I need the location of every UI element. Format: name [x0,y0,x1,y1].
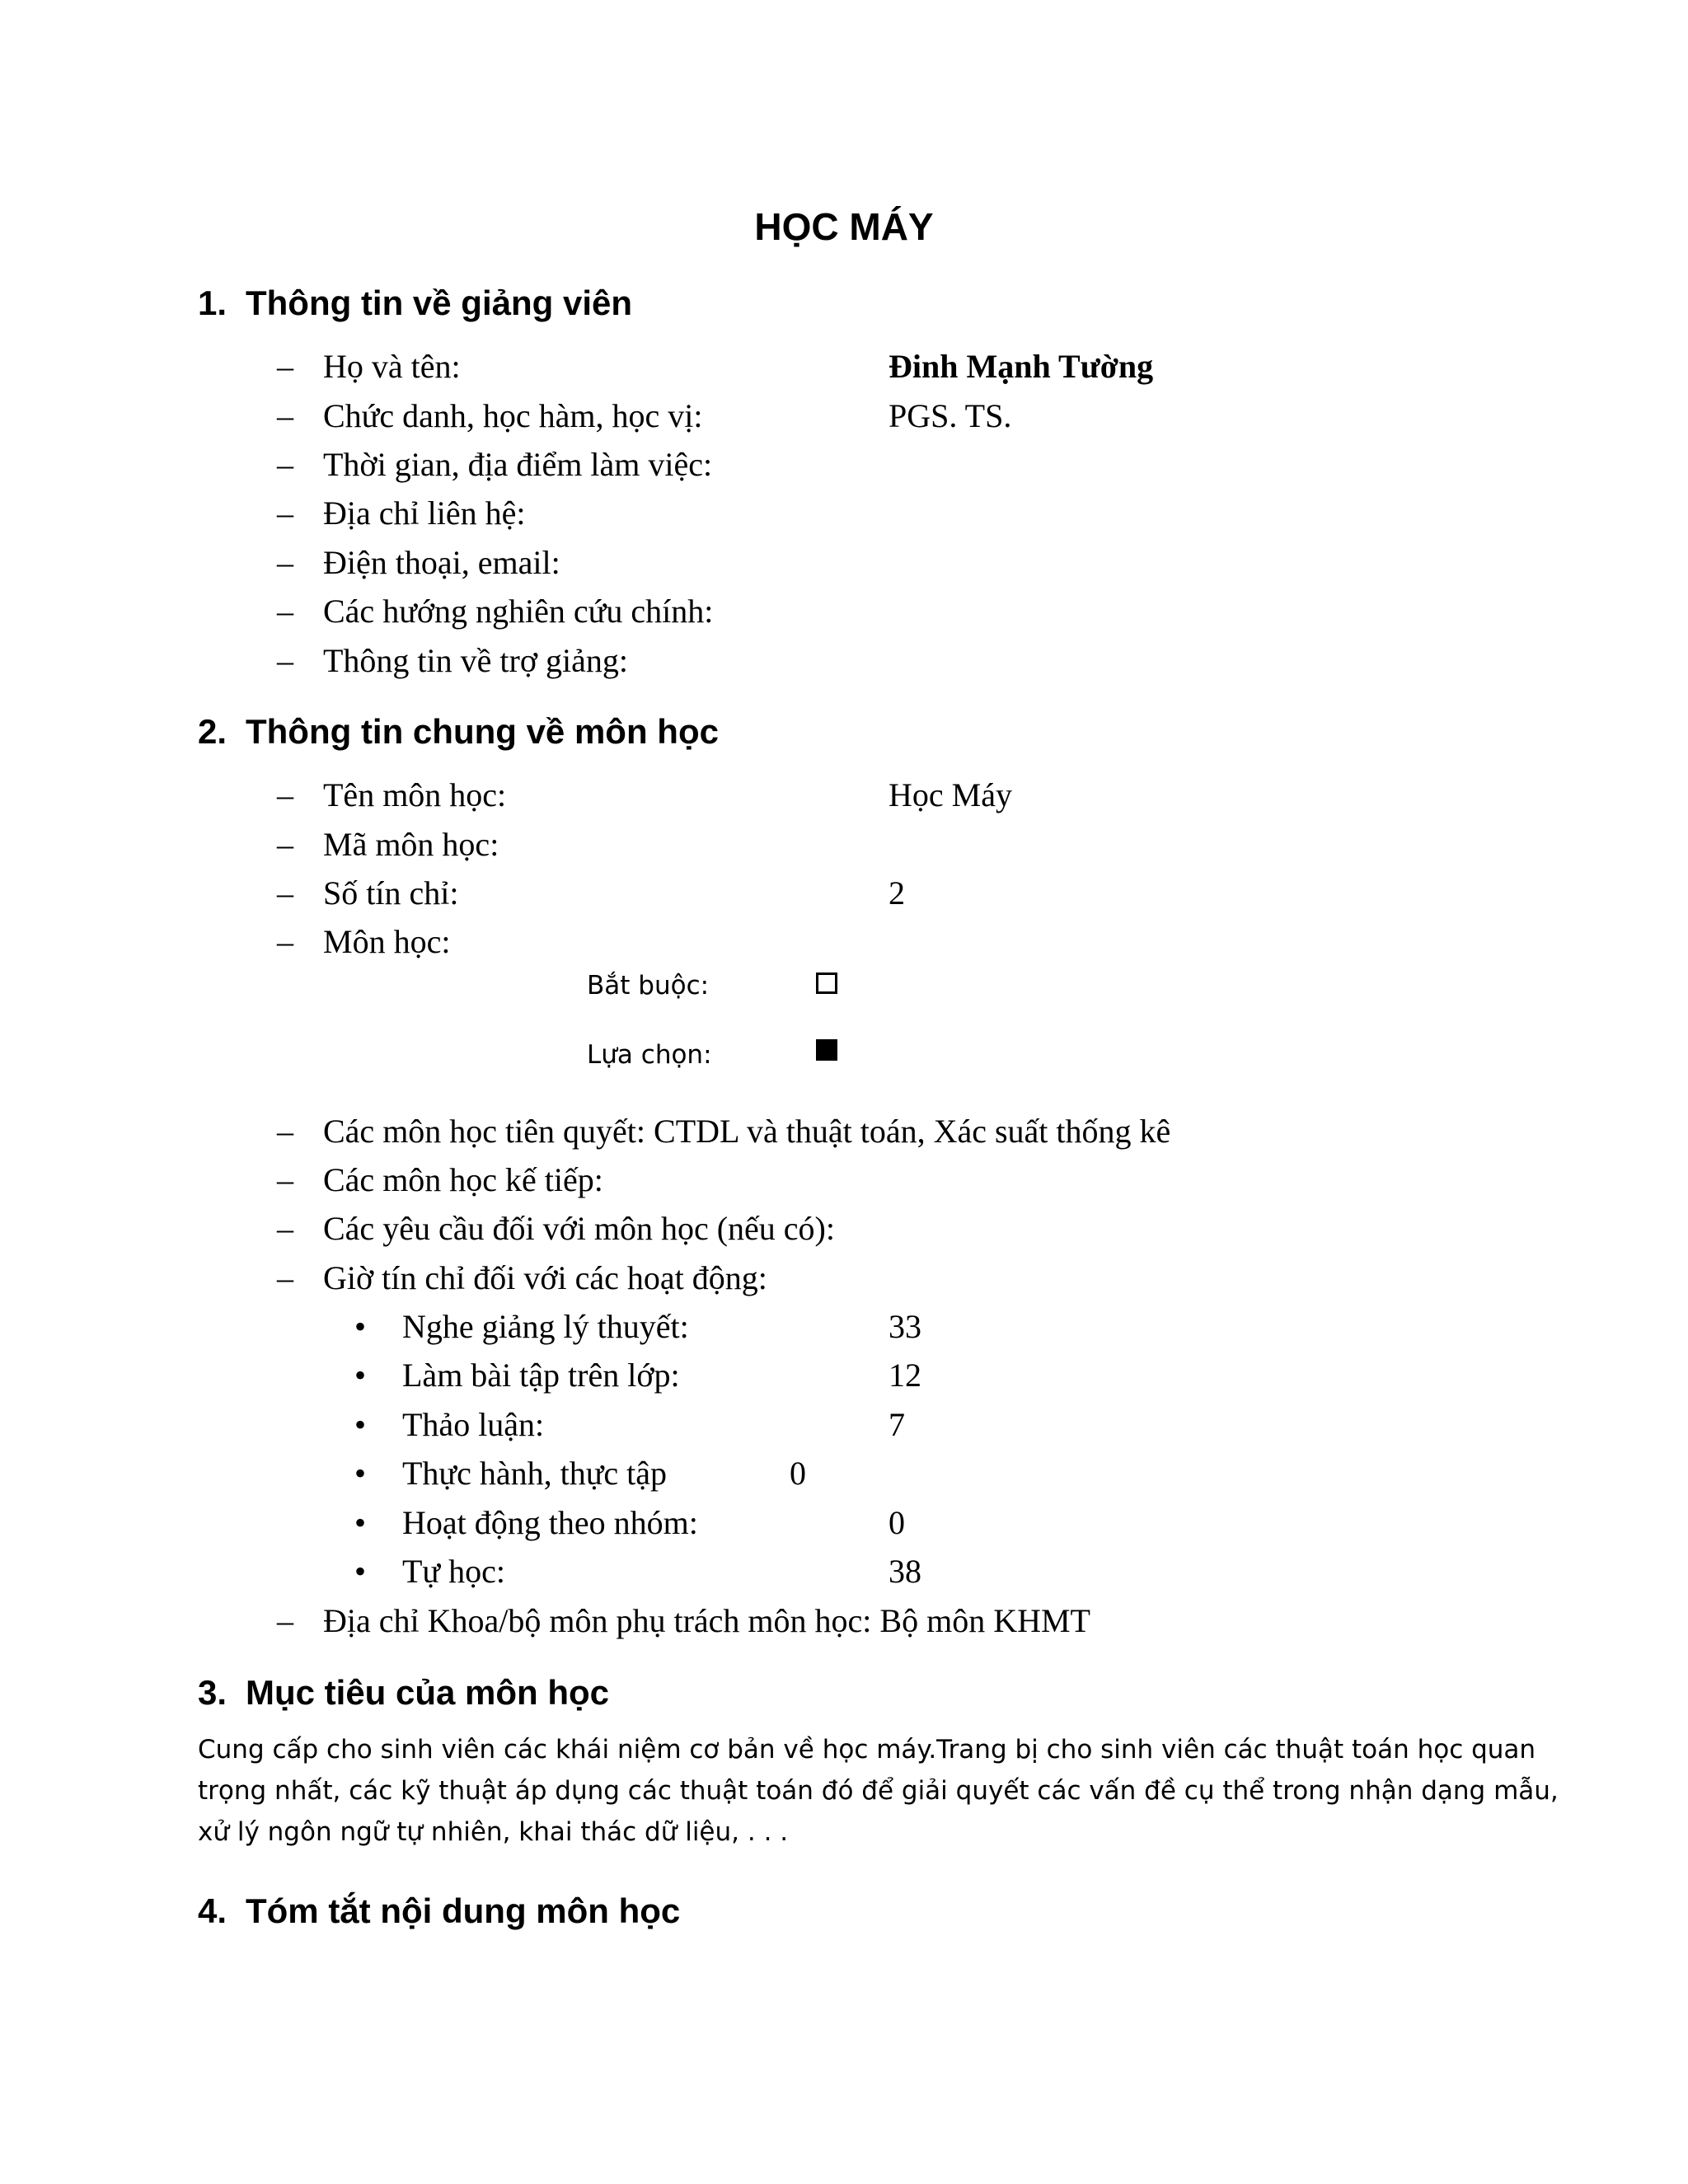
activity-value: 0 [790,1455,806,1492]
dash-marker: – [277,1602,293,1639]
option-required-label: Bắt buộc: [587,971,710,1001]
activity-label: Thảo luận: [402,1406,545,1443]
objectives-paragraph [198,1729,1559,1853]
activity-value: 12 [889,1357,921,1394]
section-4-number: 4. [198,1891,227,1930]
contact-address-label: Địa chỉ liên hệ: [323,494,526,532]
page-title: HỌC MÁY [754,205,934,248]
activity-label: Nghe giảng lý thuyết: [402,1308,689,1345]
bullet-marker: • [354,1357,367,1394]
bullet-marker: • [354,1308,367,1345]
credits-label: Số tín chỉ: [323,874,459,912]
dash-marker: – [277,397,293,434]
paragraph-line: Cung cấp cho sinh viên các khái niệm cơ bản về học máy.Trang bị cho sinh viên các thuật toán học quan [198,1735,1536,1765]
department-label: Địa chỉ Khoa/bộ môn phụ trách môn học: Bộ môn KHMT [323,1602,1090,1639]
requirements-label: Các yêu cầu đối với môn học (nếu có): [323,1210,835,1247]
lecturer-name-label: Họ và tên: [323,348,461,385]
required-checkbox[interactable] [816,972,837,994]
activity-value: 38 [889,1553,921,1590]
section-2-title: Thông tin chung về môn học [246,712,719,751]
dash-marker: – [277,1113,293,1150]
phone-email-label: Điện thoại, email: [323,544,560,581]
section-2-heading [198,712,719,752]
bullet-marker: • [354,1553,367,1590]
lecturer-title-label: Chức danh, học hàm, học vị: [323,397,703,434]
dash-marker: – [277,923,293,960]
course-name-label: Tên môn học: [323,776,507,813]
dash-marker: – [277,494,293,532]
teaching-assistant-label: Thông tin về trợ giảng: [323,642,628,679]
work-time-place-label: Thời gian, địa điểm làm việc: [323,446,713,483]
section-1-heading [198,284,632,323]
activity-label: Thực hành, thực tập [402,1455,668,1492]
lecturer-title-value: PGS. TS. [889,397,1012,434]
dash-marker: – [277,776,293,813]
section-4-title: Tóm tắt nội dung môn học [246,1891,681,1930]
prerequisites-label: Các môn học tiên quyết: CTDL và thuật toán, Xác suất thống kê [323,1113,1171,1150]
dash-marker: – [277,1161,293,1198]
bullet-marker: • [354,1455,367,1492]
section-1-number: 1. [198,284,227,322]
credits-value: 2 [889,874,905,912]
dash-marker: – [277,348,293,385]
dash-marker: – [277,593,293,630]
dash-marker: – [277,544,293,581]
paragraph-line: xử lý ngôn ngữ tự nhiên, khai thác dữ liệu, . . . [198,1817,789,1847]
course-code-label: Mã môn học: [323,826,499,863]
section-1-title: Thông tin về giảng viên [246,284,633,322]
credit-hours-label: Giờ tín chỉ đối với các hoạt động: [323,1259,767,1296]
activity-label: Hoạt động theo nhóm: [402,1504,698,1541]
activity-label: Làm bài tập trên lớp: [402,1357,680,1394]
option-elective-label: Lựa chọn: [587,1040,712,1070]
lecturer-name-value: Đinh Mạnh Tường [889,348,1154,385]
dash-marker: – [277,874,293,912]
section-2-number: 2. [198,712,227,751]
paragraph-line: trọng nhất, các kỹ thuật áp dụng các thuật toán đó để giải quyết các vấn đề cụ thể trong nhận dạng mẫu, [198,1776,1559,1806]
dash-marker: – [277,642,293,679]
section-3-number: 3. [198,1673,227,1712]
elective-checkbox[interactable] [816,1039,837,1061]
dash-marker: – [277,446,293,483]
course-name-value: Học Máy [889,776,1012,813]
dash-marker: – [277,1210,293,1247]
activity-value: 0 [889,1504,905,1541]
activity-label: Tự học: [402,1553,505,1590]
bullet-marker: • [354,1406,367,1443]
activity-value: 33 [889,1308,921,1345]
section-3-heading [198,1673,609,1713]
dash-marker: – [277,1259,293,1296]
section-4-heading [198,1891,680,1931]
bullet-marker: • [354,1504,367,1541]
activity-value: 7 [889,1406,905,1443]
dash-marker: – [277,826,293,863]
section-3-title: Mục tiêu của môn học [246,1673,610,1712]
next-courses-label: Các môn học kế tiếp: [323,1161,603,1198]
research-directions-label: Các hướng nghiên cứu chính: [323,593,714,630]
course-type-label: Môn học: [323,923,451,960]
